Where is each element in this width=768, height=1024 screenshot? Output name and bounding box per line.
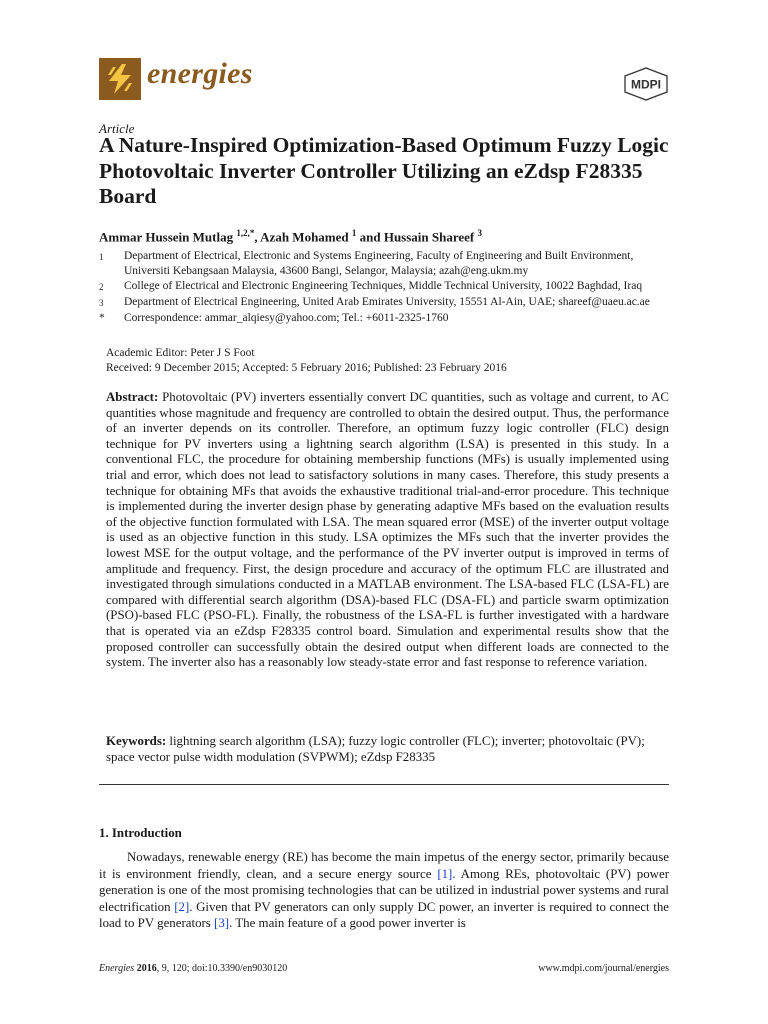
correspondence-item	[99, 311, 679, 326]
keywords-text: lightning search algorithm (LSA); fuzzy logic controller (FLC); inverter; photovoltaic (PV); space vector pulse width modulation (SVPWM); eZdsp F28335	[106, 734, 645, 764]
footer-year: 2016	[136, 963, 157, 974]
affiliation-item	[99, 249, 679, 279]
mdpi-logo-text: MDPI	[631, 77, 661, 92]
paper-title: A Nature-Inspired Optimization-Based Optimum Fuzzy Logic Photovoltaic Inverter Controller Utilizing an eZdsp F28335 Board	[99, 133, 669, 208]
affiliation-list	[99, 249, 679, 326]
author-affiliation-mark: 1,2,	[236, 228, 250, 238]
footer-citation	[99, 963, 287, 974]
journal-logo[interactable]	[99, 58, 141, 100]
keywords	[106, 734, 669, 765]
affiliation-number: 2	[99, 282, 104, 292]
author-list	[99, 228, 482, 245]
abstract-label: Abstract:	[106, 390, 159, 404]
affiliation-text: Department of Electrical Engineering, United Arab Emirates University, 15551 Al-Ain, UAE; shareef@uaeu.ac.ae	[124, 296, 650, 308]
citation-link[interactable]: [3]	[214, 916, 230, 931]
intro-text: Nowadays, renewable energy (RE) has become the main impetus of the energy sector, primarily because it is environment friendly, clean, and a secure energy source	[99, 850, 669, 881]
journal-name[interactable]: energies	[147, 57, 253, 90]
affiliation-text: College of Electrical and Electronic Engineering Techniques, Middle Technical University, 10022 Baghdad, Iraq	[124, 280, 643, 292]
footer-details: , 9, 120; doi:10.3390/en9030120	[156, 963, 288, 974]
publication-dates: Received: 9 December 2015; Accepted: 5 February 2016; Published: 23 February 2016	[106, 362, 507, 374]
author-name[interactable]: Hussain Shareef	[383, 229, 475, 245]
author-name[interactable]: Azah Mohamed	[260, 229, 349, 245]
section-heading: 1. Introduction	[99, 826, 182, 840]
intro-text: . The main feature of a good power inverter is	[229, 916, 466, 931]
affiliation-item	[99, 279, 679, 295]
footer-journal: Energies	[99, 963, 135, 974]
correspondence-mark: *	[99, 312, 105, 324]
author-separator: ,	[254, 229, 261, 245]
intro-text: . Among REs, photovoltaic (PV) power generation is one of the most promising technologies that can be utilized in industrial power systems and rural electrification	[99, 866, 669, 914]
affiliation-number: 1	[99, 252, 104, 262]
lightning-bolt-icon	[105, 63, 135, 95]
academic-editor: Academic Editor: Peter J S Foot	[106, 347, 255, 359]
corresponding-author-mark[interactable]: *	[249, 228, 255, 238]
affiliation-number: 3	[99, 298, 104, 308]
affiliation-text: Department of Electrical, Electronic and Systems Engineering, Faculty of Engineering and Built Environment, Universiti Kebangsaan Malaysia, 43600 Bangi, Selangor, Malaysia; azah@eng.ukm.my	[124, 250, 634, 277]
section-divider	[99, 784, 669, 785]
author-affiliation-mark: 3	[477, 228, 483, 238]
citation-link[interactable]: [2]	[174, 899, 190, 914]
footer-url[interactable]: www.mdpi.com/journal/energies	[538, 963, 669, 974]
article-metadata	[106, 346, 507, 376]
citation-link[interactable]: [1]	[437, 866, 453, 881]
author-affiliation-mark: 1	[351, 228, 357, 238]
introduction-paragraph	[99, 849, 669, 932]
keywords-label: Keywords:	[106, 734, 167, 748]
article-type: Article	[99, 121, 135, 136]
author-conjunction: and	[356, 229, 384, 245]
abstract	[106, 390, 669, 671]
mdpi-logo[interactable]	[622, 67, 670, 101]
author-name[interactable]: Ammar Hussein Mutlag	[99, 229, 234, 245]
abstract-text: Photovoltaic (PV) inverters essentially convert DC quantities, such as voltage and current, to AC quantities whose magnitude and frequency are controlled to obtain the desired output. Thus, the performance of an inverter depends on its controller. Therefore, an optimum fuzzy logic controller (FLC) design technique for PV inverters using a lightning search algorithm (LSA) is presented in this study. In a conventional FLC, the procedure for obtaining membership functions (MFs) is usually implemented using trial and error, which does not lead to satisfactory solutions in many cases. Therefore, this study presents a technique for obtaining MFs that avoids the exhaustive traditional trial-and-error procedure. This technique is implemented during the inverter design phase by generating adaptive MFs based on the evaluation results of the objective function formulated with LSA. The mean squared error (MSE) of the inverter output voltage is used as an objective function in this study. LSA optimizes the MFs such that the inverter provides the lowest MSE for the output voltage, and the performance of the PV inverter output is improved in terms of amplitude and frequency. First, the design procedure and accuracy of the optimum FLC are illustrated and investigated through simulations conducted in a MATLAB environment. The LSA-based FLC (LSA-FL) are compared with differential search algorithm (DSA)-based FLC (DSA-FL) and particle swarm optimization (PSO)-based FLC (PSO-FL). Finally, the robustness of the LSA-FL is further investigated with a hardware that is operated via an eZdsp F28335 control board. Simulation and experimental results show that the proposed controller can successfully obtain the desired output when different loads are connected to the system. The inverter also has a reasonably low steady-state error and fast response to reference variation.	[106, 390, 669, 670]
correspondence-text[interactable]: Correspondence: ammar_alqiesy@yahoo.com; Tel.: +6011-2325-1760	[124, 312, 449, 324]
intro-text: . Given that PV generators can only supply DC power, an inverter is required to connect the load to PV generators	[99, 899, 670, 931]
affiliation-item	[99, 295, 679, 311]
